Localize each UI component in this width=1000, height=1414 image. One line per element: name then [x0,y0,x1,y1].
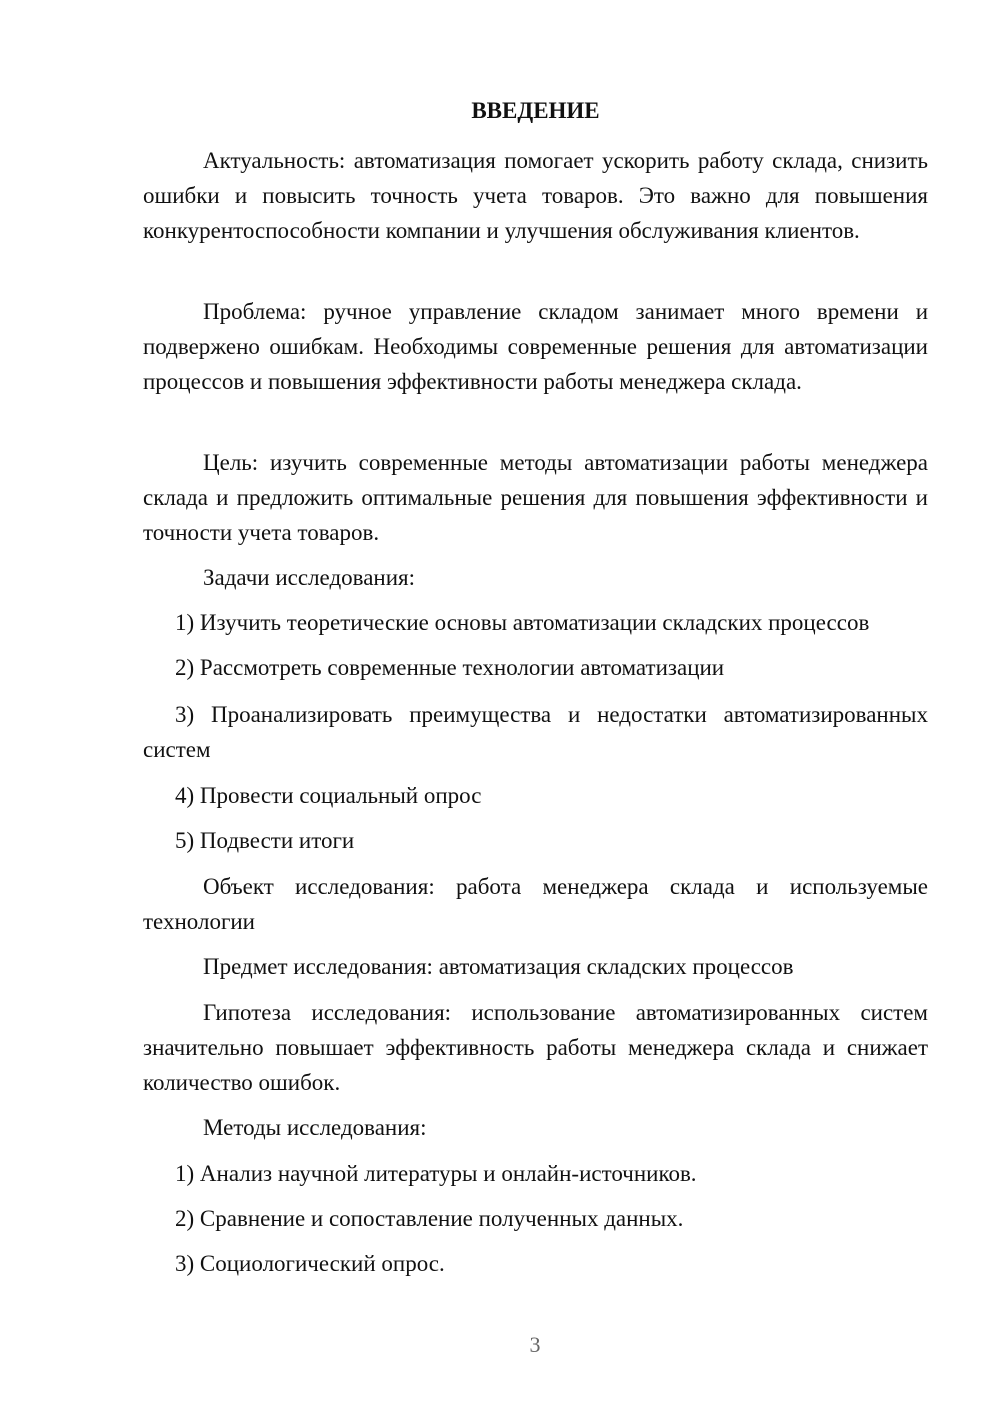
paragraph-object: Объект исследования: работа менеджера склада и используемые технологии [143,874,928,934]
method-item-1: 1) Анализ научной литературы и онлайн-источников. [175,1161,697,1186]
task-item-4: 4) Провести социальный опрос [175,783,482,808]
task-item-1: 1) Изучить теоретические основы автоматизации складских процессов [175,610,870,635]
page-title: ВВЕДЕНИЕ [471,98,600,123]
task-item-2: 2) Рассмотреть современные технологии автоматизации [175,655,725,680]
paragraph-relevance: Актуальность: автоматизация помогает ускорить работу склада, снизить ошибки и повысить точность учета товаров. Это важно для повышения конкурентоспособности компании и улучшения обслуживания клиентов. [143,148,928,243]
method-item-3: 3) Социологический опрос. [175,1251,445,1276]
paragraph-problem: Проблема: ручное управление складом занимает много времени и подвержено ошибкам. Необходимы современные решения для автоматизации процессов и повышения эффективности работы менеджера склада. [143,299,928,394]
methods-title: Методы исследования: [203,1115,427,1140]
task-item-5: 5) Подвести итоги [175,828,355,853]
task-item-3: 3) Проанализировать преимущества и недостатки автоматизированных систем [143,702,928,762]
paragraph-goal: Цель: изучить современные методы автоматизации работы менеджера склада и предложить оптимальные решения для повышения эффективности и точности учета товаров. [143,450,928,545]
paragraph-subject: Предмет исследования: автоматизация складских процессов [203,954,794,979]
page-number: 3 [529,1332,541,1357]
paragraph-hypothesis: Гипотеза исследования: использование автоматизированных систем значительно повышает эффективность работы менеджера склада и снижает количество ошибок. [143,1000,928,1095]
tasks-title: Задачи исследования: [203,565,416,590]
method-item-2: 2) Сравнение и сопоставление полученных данных. [175,1206,684,1231]
